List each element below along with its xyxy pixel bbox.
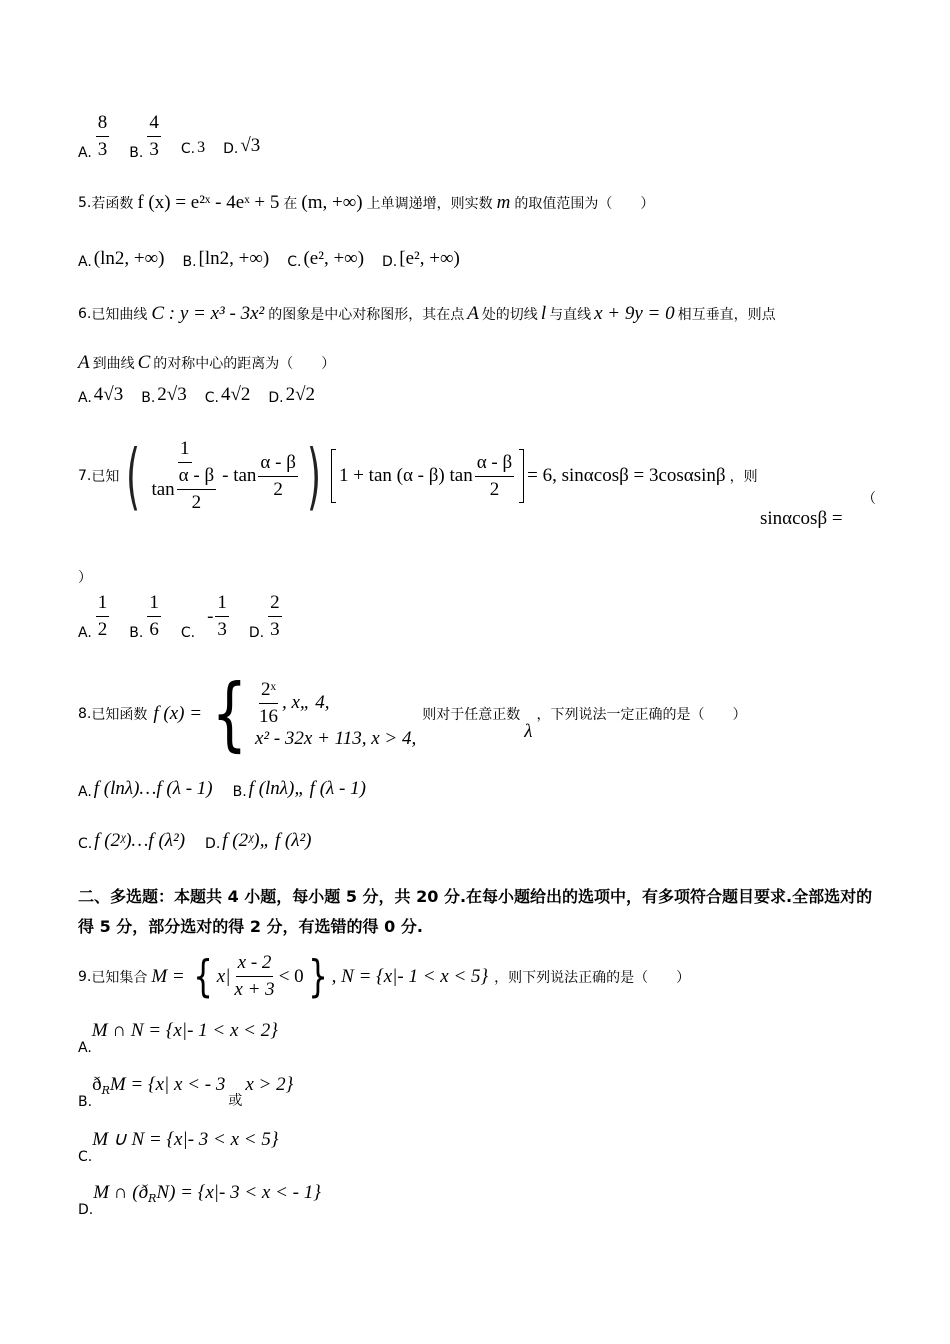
q6-option-a: A. 4√3 xyxy=(78,384,124,406)
q4-option-a: A. $\frac{8}{3}$ xyxy=(78,112,108,161)
q7-paren-close: ） xyxy=(78,570,92,586)
q6-option-c: C. 4√2 xyxy=(204,384,251,406)
case-1: $\frac{\text{2ˣ}}{16}$ , x„ 4, xyxy=(258,678,330,727)
q4-options xyxy=(78,112,278,161)
fraction: $\frac{x - 2}{x + 3}$ xyxy=(234,952,275,1000)
q7-option-b: B. $\frac{1}{6}$ xyxy=(129,592,159,641)
q8-stem: 8. 已知函数 f (x) = { $\frac{\text{2ˣ}}{16}$ , x„ 4, x² - 32x + 113, x > 4, 则对于任意正数 λ ，下列说法一定正确的是（ ） xyxy=(78,667,747,760)
left-paren: ( xyxy=(126,434,141,518)
fraction-half-angle: $\frac{\alpha - \beta}{2}$ xyxy=(178,465,215,513)
fraction: $\frac{1}{2}$ xyxy=(97,592,108,640)
q7-options xyxy=(78,592,302,641)
q9-option-a: A. M ∩ N = {x|- 1 < x < 2} xyxy=(78,1020,278,1056)
fraction: $\frac{1}{6}$ xyxy=(149,592,159,640)
q8-option-c: C. f (2ᵡ)…f (λ²) xyxy=(78,830,186,852)
fraction: $\frac{2}{3}$ xyxy=(270,592,280,640)
q8-options-cd xyxy=(78,830,330,852)
fraction: $\frac{4}{3}$ xyxy=(149,112,159,160)
fraction-half-angle: $\frac{\alpha - \beta}{2}$ xyxy=(476,451,513,500)
left-brace: { xyxy=(192,950,213,1002)
fraction: $\frac{8}{3}$ xyxy=(97,112,108,160)
q7-stem: 7. 已知 ( 1 tan $\frac{\alpha - \beta}{2}$ - tan $\frac{\alpha - \beta}{2}$ ) 1 + tan (α - β) tan $\frac{\alpha - \beta}{2}$ = 6, sinαcosβ = 3cosαsinβ ，则 xyxy=(78,434,758,518)
q7-option-d: D. $\frac{2}{3}$ xyxy=(248,592,280,641)
fraction-half-angle: $\frac{\alpha - \beta}{2}$ xyxy=(260,451,296,500)
right-bracket xyxy=(519,449,524,503)
q4-option-b: B. $\frac{4}{3}$ xyxy=(129,112,159,161)
q5-option-d: D. [e², +∞) xyxy=(382,248,460,270)
piecewise-cases xyxy=(255,679,416,750)
q9-option-b: B. ð R M = {x| x < - 3 或 x > 2} xyxy=(78,1074,294,1110)
q7-option-a: A. $\frac{1}{2}$ xyxy=(78,592,108,641)
q8-option-b: B. f (lnλ)„ f (λ - 1) xyxy=(232,778,366,800)
fraction: $\frac{1}{3}$ xyxy=(217,592,227,640)
q5-option-a: A. (ln2, +∞) xyxy=(78,248,165,270)
fraction-one-over-tan: 1 tan $\frac{\alpha - \beta}{2}$ xyxy=(151,438,215,513)
q6-options xyxy=(78,384,333,406)
right-brace: } xyxy=(307,950,328,1002)
q5-option-c: C. (e², +∞) xyxy=(287,248,365,270)
fraction: $\frac{\text{2ˣ}}{16}$ xyxy=(258,678,278,727)
q6-stem-line2: A 到曲线 C 的对称中心的距离为（ ） xyxy=(78,352,336,373)
q9-option-d: D. M ∩ (ð R N) = {x|- 3 < x < - 1} xyxy=(78,1182,321,1218)
q8-options-ab xyxy=(78,778,384,800)
q9-option-c: C. M ∪ N = {x|- 3 < x < 5} xyxy=(78,1129,279,1165)
q9-stem: 9. 已知集合 M = { x| $\frac{x - 2}{x + 3}$ < 0 } , N = {x|- 1 < x < 5} ，则下列说法正确的是（ ） xyxy=(78,950,691,1002)
right-paren: ) xyxy=(306,434,321,518)
q8-option-a: A. f (lnλ)…f (λ - 1) xyxy=(78,778,213,800)
q5-options xyxy=(78,248,478,270)
q5-option-b: B. [ln2, +∞) xyxy=(182,248,270,270)
q6-option-d: D. 2√2 xyxy=(268,384,316,406)
left-bracket xyxy=(331,449,336,503)
section-heading: 二、多选题：本题共 4 小题，每小题 5 分，共 20 分.在每小题给出的选项中，有多项符合题目要求.全部选对的得 5 分，部分选对的得 2 分，有选错的得 0 分. xyxy=(78,887,873,936)
q6-stem: 6. 已知曲线 C : y = x³ - 3x² 的图象是中心对称图形，其在点 A 处的切线 l 与直线 x + 9y = 0 相互垂直，则点 xyxy=(78,303,776,324)
q4-option-d: D. √3 xyxy=(223,135,261,157)
q4-option-c: C. 3 xyxy=(180,139,206,157)
q7-ask: sinαcosβ = xyxy=(760,508,843,529)
q6-option-b: B. 2√3 xyxy=(141,384,187,406)
left-brace: { xyxy=(211,667,248,760)
q8-option-d: D. f (2ᵡ)„ f (λ²) xyxy=(205,830,312,852)
q7-option-c: C. - $\frac{1}{3}$ xyxy=(180,592,227,641)
q5-stem: 5. 若函数 f (x) = e²ˣ - 4eˣ + 5 在 (m, +∞) 上单调递增，则实数 m 的取值范围为（ ） xyxy=(78,192,655,213)
q7-paren-open: （ xyxy=(862,491,876,507)
case-2: x² - 32x + 113, x > 4, xyxy=(254,727,417,749)
